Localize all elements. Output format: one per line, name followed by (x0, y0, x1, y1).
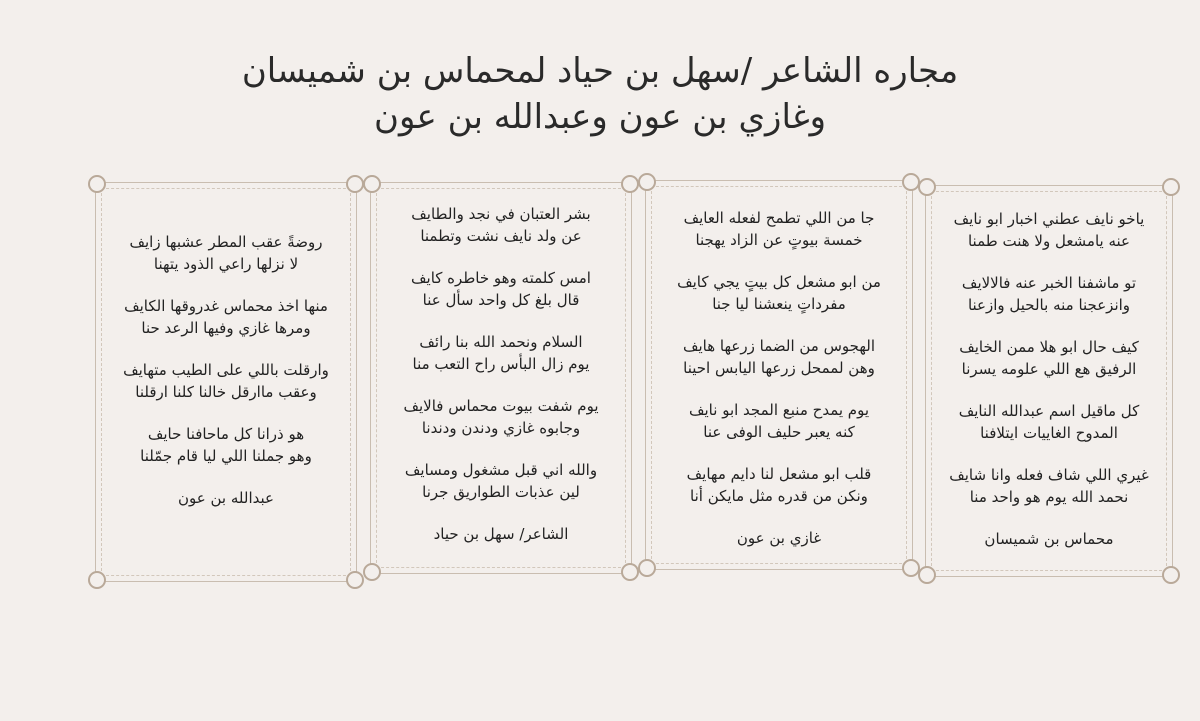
verse-line: الهجوس من الضما زرعها هايف (682, 337, 875, 355)
verse (96, 359, 356, 403)
verse (371, 459, 631, 503)
verse-line: وهن لممحل زرعها اليابس احينا (683, 359, 875, 377)
verse-line: بشر العتبان في نجد والطايف (411, 205, 591, 223)
verse-line: عنه يامشعل ولا هنت طمنا (967, 232, 1131, 250)
verse-line: عن ولد نايف نشت وتطمنا (420, 227, 582, 245)
frame-corner-ornament (1162, 566, 1180, 584)
frame-corner-ornament (902, 559, 920, 577)
verse (371, 203, 631, 247)
verse-line: لا نزلها راعي الذود يتهنا (153, 255, 299, 273)
frame-corner-ornament (638, 173, 656, 191)
poem-panel-sahl (370, 182, 632, 574)
verse-line: وجابوه غازي ودندن ودندنا (421, 419, 581, 437)
poem-panel-ghazi (645, 180, 913, 570)
frame-corner-ornament (621, 175, 639, 193)
verse (646, 207, 912, 251)
poem-panel-abdullah (95, 182, 357, 582)
poet-signature: غازي بن عون (736, 529, 822, 547)
verse-line: يوم شفت بيوت محماس فالايف (403, 397, 599, 415)
verse-line: السلام ونحمد الله بنا رائف (419, 333, 583, 351)
verse-line: تو ماشفنا الخبر عنه فالالايف (961, 274, 1137, 292)
frame-corner-ornament (621, 563, 639, 581)
verse-line: مفرداتٍ ينعشنا ليا جنا (712, 295, 846, 313)
verse-line: وارقلت باللي على الطيب متهايف (123, 361, 329, 379)
verse-line: كيف حال ابو هلا ممن الخايف (959, 338, 1139, 356)
verse-line: وهو جملنا اللي ليا قام جمّلنا (140, 447, 312, 465)
verse-line: لين عذبات الطواريق جرنا (422, 483, 580, 501)
frame-corner-ornament (88, 571, 106, 589)
verse (646, 463, 912, 507)
verse-line: امس كلمته وهو خاطره كايف (411, 269, 591, 287)
verse-line: غيري اللي شاف فعله وانا شايف (949, 466, 1149, 484)
verse-line: روضةً عقب المطر عشبها زايف (129, 233, 323, 251)
verse-line: هو ذرانا كل ماحافنا حايف (147, 425, 305, 443)
verse (371, 331, 631, 375)
verse (96, 295, 356, 339)
poem-verses (371, 203, 631, 545)
poem-panel-mihmas (925, 185, 1173, 577)
frame-corner-ornament (638, 559, 656, 577)
frame-corner-ornament (918, 178, 936, 196)
verse-line: من ابو مشعل كل بيتٍ يجي كايف (677, 273, 881, 291)
poem-verses (96, 231, 356, 509)
verse (926, 400, 1172, 444)
verse-line: قلب ابو مشعل لنا دايم مهايف (686, 465, 872, 483)
frame-corner-ornament (1162, 178, 1180, 196)
title-line-1: مجاره الشاعر /سهل بن حياد لمحماس بن شميسان (241, 51, 959, 91)
poet-signature: محماس بن شميسان (984, 530, 1114, 548)
frame-corner-ornament (346, 571, 364, 589)
verse (646, 335, 912, 379)
frame-corner-ornament (346, 175, 364, 193)
frame-corner-ornament (918, 566, 936, 584)
verse (371, 395, 631, 439)
verse (96, 231, 356, 275)
verse (926, 208, 1172, 252)
verse-line: ومرها غازي وفيها الرعد حنا (141, 319, 311, 337)
verse-line: يوم زال البأس راح التعب منا (412, 355, 590, 373)
verse (926, 272, 1172, 316)
poet-signature: الشاعر/ سهل بن حياد (433, 525, 569, 543)
verse-line: قال بلغ كل واحد سأل عنا (422, 291, 580, 309)
verse (926, 464, 1172, 508)
title-line-2: وغازي بن عون وعبدالله بن عون (373, 97, 827, 137)
document-title (0, 48, 1200, 140)
frame-corner-ornament (902, 173, 920, 191)
verse-line: الرفيق هع اللي علومه يسرنا (961, 360, 1137, 378)
verse-line: وعقب ماارقل خالنا كلنا ارقلنا (135, 383, 317, 401)
poem-verses (926, 208, 1172, 550)
verse-line: كل ماقيل اسم عبدالله النايف (958, 402, 1140, 420)
poet-signature: عبدالله بن عون (178, 489, 274, 507)
verse (646, 271, 912, 315)
verse (926, 336, 1172, 380)
poem-verses (646, 207, 912, 549)
verse (371, 267, 631, 311)
frame-corner-ornament (363, 175, 381, 193)
verse-line: ونكن من قدره مثل مايكن أنا (690, 487, 868, 505)
verse (646, 399, 912, 443)
verse-line: وانزعجنا منه بالحيل وازعنا (967, 296, 1131, 314)
verse-line: ياخو نايف عطني اخبار ابو نايف (953, 210, 1145, 228)
verse-line: منها اخذ محماس غدروقها الكايف (124, 297, 328, 315)
verse-line: جا من اللي تطمح لفعله العايف (683, 209, 875, 227)
verse (96, 423, 356, 467)
verse-line: يوم يمدح منبع المجد ابو نايف (688, 401, 870, 419)
verse-line: كنه يعبر حليف الوفى عنا (703, 423, 855, 441)
frame-corner-ornament (363, 563, 381, 581)
verse-line: نحمد الله يوم هو واحد منا (969, 488, 1129, 506)
verse-line: والله اني قبل مشغول ومسايف (404, 461, 598, 479)
frame-corner-ornament (88, 175, 106, 193)
verse-line: المدوح الغاييات ايتلافنا (980, 424, 1118, 442)
verse-line: خمسة بيوتٍ عن الزاد يهجنا (695, 231, 863, 249)
